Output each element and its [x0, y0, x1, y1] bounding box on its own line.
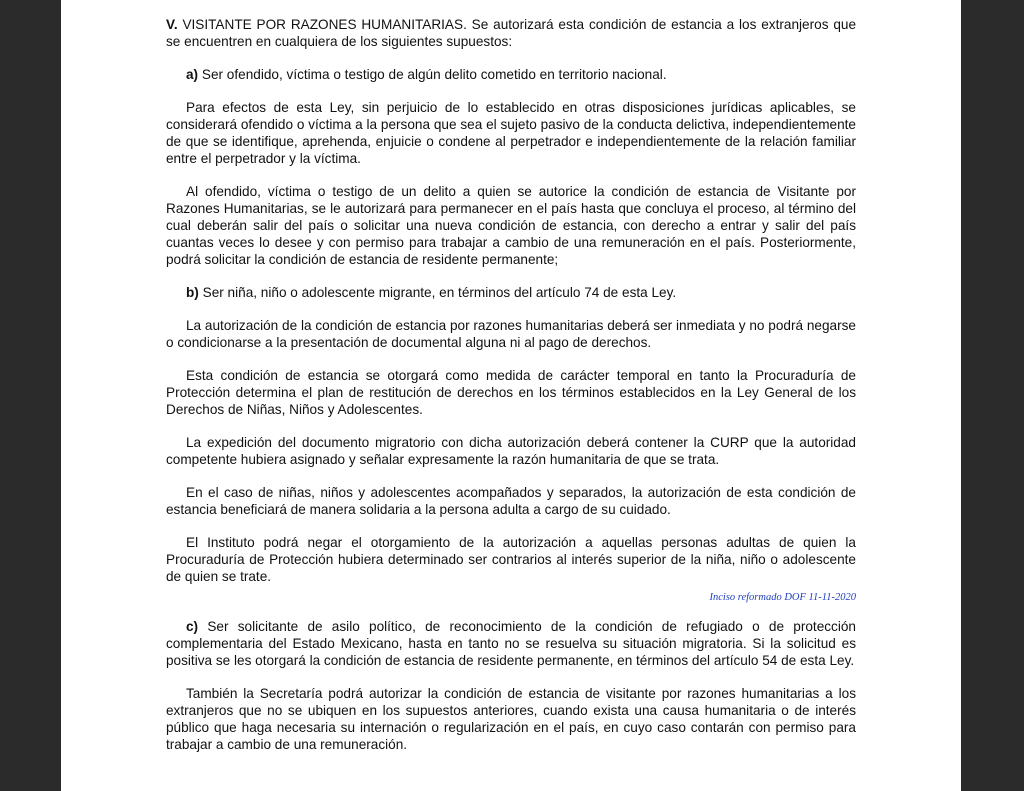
subsection-b	[166, 284, 856, 301]
subsection-a-text: Ser ofendido, víctima o testigo de algún delito cometido en territorio nacional.	[201, 67, 667, 82]
reform-note: Inciso reformado DOF 11-11-2020	[709, 592, 856, 603]
subsection-c-text: Ser solicitante de asilo político, de reconocimiento de la condición de refugiado o de protección complementaria del Estado Mexicano, hasta en tanto no se resuelva su situación migratoria. Si la solicitud es positiva se les otorgará la condición de estancia de residente permanente, en términos del artículo 54 de esta Ley.	[166, 619, 856, 668]
paragraph-8: También la Secretaría podrá autorizar la condición de estancia de visitante por razones humanitarias a los extranjeros que no se ubiquen en los supuestos anteriores, cuando exista una causa humanitaria o de interés público que haga necesaria su internación o regularización en el país, en cuyo caso contarán con permiso para trabajar a cambio de una remuneración.	[166, 686, 856, 752]
subsection-b-text: Ser niña, niño o adolescente migrante, en términos del artículo 74 de esta Ley.	[202, 285, 677, 300]
paragraph-7: El Instituto podrá negar el otorgamiento de la autorización a aquellas personas adultas de quien la Procuraduría de Protección hubiera determinado ser contrarios al interés superior de la niña, niño o adolescente de quien se trate.	[166, 535, 856, 584]
paragraph-5: La expedición del documento migratorio con dicha autorización deberá contener la CURP que la autoridad competente hubiera asignado y señalar expresamente la razón humanitaria de que se trata.	[166, 435, 856, 467]
document-page	[61, 0, 961, 791]
paragraph-1: Para efectos de esta Ley, sin perjuicio de lo establecido en otras disposiciones jurídicas aplicables, se considerará ofendido o víctima a la persona que sea el sujeto pasivo de la conducta delictiva, independientemente de que se identifique, aprehenda, enjuicie o condene al perpetrador e independientemente de la relación familiar entre el perpetrador y la víctima.	[166, 100, 856, 166]
subsection-b-label: b)	[186, 285, 199, 300]
subsection-c-label: c)	[186, 619, 199, 634]
section-heading	[166, 16, 856, 50]
subsection-c	[166, 618, 856, 669]
section-heading-text: VISITANTE POR RAZONES HUMANITARIAS. Se autorizará esta condición de estancia a los extranjeros que se encuentren en cualquiera de los siguientes supuestos:	[166, 17, 857, 49]
paragraph-2: Al ofendido, víctima o testigo de un delito a quien se autorice la condición de estancia de Visitante por Razones Humanitarias, se le autorizará para permanecer en el país hasta que concluya el proceso, al término del cual deberán salir del país o solicitar una nueva condición de estancia, con derecho a entrar y salir del país cuantas veces lo desee y con permiso para trabajar a cambio de una remuneración en el país. Posteriormente, podrá solicitar la condición de estancia de residente permanente;	[166, 184, 856, 267]
paragraph-6: En el caso de niñas, niños y adolescentes acompañados y separados, la autorización de esta condición de estancia beneficiará de manera solidaria a la persona adulta a cargo de su cuidado.	[166, 485, 856, 517]
subsection-a	[166, 66, 856, 83]
subsection-a-label: a)	[186, 67, 199, 82]
paragraph-4: Esta condición de estancia se otorgará como medida de carácter temporal en tanto la Procuraduría de Protección determina el plan de restitución de derechos en los términos establecidos en la Ley General de los Derechos de Niñas, Niños y Adolescentes.	[166, 368, 856, 417]
section-number: V.	[166, 17, 178, 32]
page-content	[166, 16, 856, 769]
paragraph-3: La autorización de la condición de estancia por razones humanitarias deberá ser inmediata y no podrá negarse o condicionarse a la presentación de documental alguna ni al pago de derechos.	[166, 318, 856, 350]
